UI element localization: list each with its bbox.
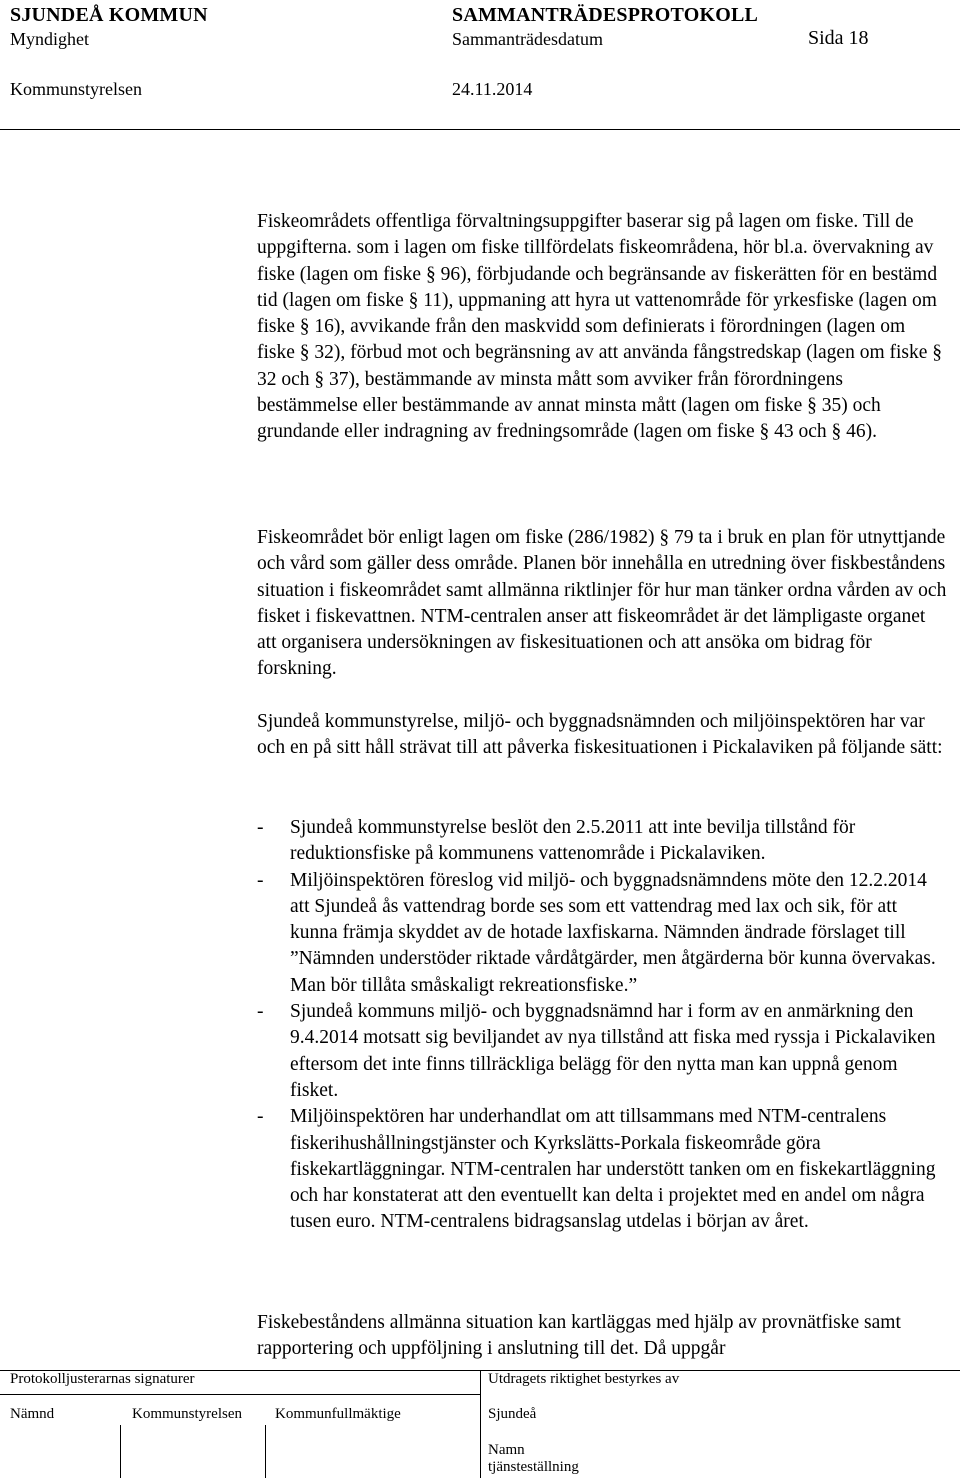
page-number: Sida 18 [808,27,869,49]
authority-name: Kommunstyrelsen [10,79,142,99]
signatures-label: Protokolljusterarnas signaturer [10,1371,195,1387]
signature-column-namnd: Nämnd [10,1406,55,1422]
authority-label: Myndighet [10,29,89,49]
paragraph-2 [257,525,947,683]
list-item [257,815,947,868]
list-item-text: Miljöinspektören har underhandlat om att tillsammans med NTM-centralens fiskerihushållningstjänster och Kyrkslätts-Porkala fiskeområde göra fiskekartläggningar. NTM-centralen har understött tanken om en fiskekartläggning och har konstaterat att den eventuellt kan delta i projektet med en andel om några tusen euro. NTM-centralens bidragsanslag utdelas i början av året. [290,1106,936,1233]
meeting-date-label: Sammanträdesdatum [452,29,603,49]
signature-box-divider-1 [120,1425,121,1478]
footer-column-divider [480,1370,481,1478]
list-item-text: Miljöinspektören föreslog vid miljö- och byggnadsnämndens möte den 12.2.2014 att Sjundeå ås vattendrag borde ses som ett vattendrag med lax och sik, för att kunna främja skyddet av de hotade laxfiskarna. Nämnden ändrade förslaget till ”Nämnden understöder riktade vårdåtgärder, men åtgärderna bör kunna övervakas. Man bör tillåta småskaligt rekreationsfiske.” [290,869,936,996]
paragraph-text: Sjundeå kommunstyrelse, miljö- och byggnadsnämnden och miljöinspektören har var och en på sitt håll strävat till att påverka fiskesituationen i Pickalaviken på följande sätt: [257,711,943,759]
header-divider [0,129,960,130]
footer-divider-mid [0,1394,480,1395]
list-item [257,1104,947,1235]
signature-box-divider-2 [265,1425,266,1478]
extract-title-label: tjänsteställning [488,1459,579,1475]
list-item [257,868,947,999]
action-list [257,815,947,1236]
paragraph-3 [257,709,947,762]
signature-column-kommunstyrelsen: Kommunstyrelsen [132,1406,242,1422]
municipality-name: SJUNDEÅ KOMMUN [10,4,208,26]
extract-place: Sjundeå [488,1406,537,1422]
paragraph-text: Fiskeområdets offentliga förvaltningsuppgifter baserar sig på lagen om fiske. Till de uppgifterna. som i lagen om fiske tillfördelats fiskeområdena, hör bl.a. övervakning av fiske (lagen om fiske § 96), förbjudande och begränsande av fiskerätten för en bestämd tid (lagen om fiske § 11), uppmaning att hyra ut vattenområde för yrkesfiske (lagen om fiske § 16), avvikande från den maskvidd som definierats i förordningen (lagen om fiske § 32), förbud mot och begränsning av att använda fångstredskap (lagen om fiske § 32 och § 37), bestämmande av minsta mått som avviker från förordningens bestämmelse eller bestämmande av annat minsta mått (lagen om fiske § 35) och grundande eller indragning av fredningsområde (lagen om fiske § 43 och § 46). [257,211,943,443]
list-item-text: Sjundeå kommunstyrelse beslöt den 2.5.2011 att inte bevilja tillstånd för reduktionsfiske på kommunens vattenområde i Pickalaviken. [290,817,856,865]
list-bullet: - [257,1106,264,1128]
signature-column-kommunfullmaktige: Kommunfullmäktige [275,1406,401,1422]
list-bullet: - [257,869,264,891]
list-item [257,999,947,1104]
list-bullet: - [257,1001,264,1023]
list-bullet: - [257,817,264,838]
meeting-date: 24.11.2014 [452,79,533,99]
document-type: SAMMANTRÄDESPROTOKOLL [452,4,759,26]
extract-name-label: Namn [488,1442,525,1458]
paragraph-1 [257,209,947,446]
list-item-text: Sjundeå kommuns miljö- och byggnadsnämnd har i form av en anmärkning den 9.4.2014 motsatt sig beviljandet av nya tillstånd att fiska med ryssja i Pickalaviken eftersom det inte finns tillräckliga belägg för den nytta man kan uppnå genom fisket. [290,1001,936,1101]
paragraph-text: Fiskeområdet bör enligt lagen om fiske (286/1982) § 79 ta i bruk en plan för utnyttjande och vård som gäller dess område. Planen bör innehålla en utredning över fiskbeståndens situation i fiskeområdet samt allmänna riktlinjer för hur man tänker ordna vården av och fisket i fiskevattnen. NTM-centralen anser att fiskeområdet är det lämpligaste organet att organisera undersökningen av fiskesituationen och att ansöka om bidrag för forskning. [257,527,947,680]
extract-label: Utdragets riktighet bestyrkes av [488,1371,680,1387]
paragraph-closing [257,1310,947,1363]
paragraph-text: Fiskebeståndens allmänna situation kan kartläggas med hjälp av provnätfiske samt rapportering och uppföljning i anslutning till det. Då uppgår [257,1312,901,1360]
